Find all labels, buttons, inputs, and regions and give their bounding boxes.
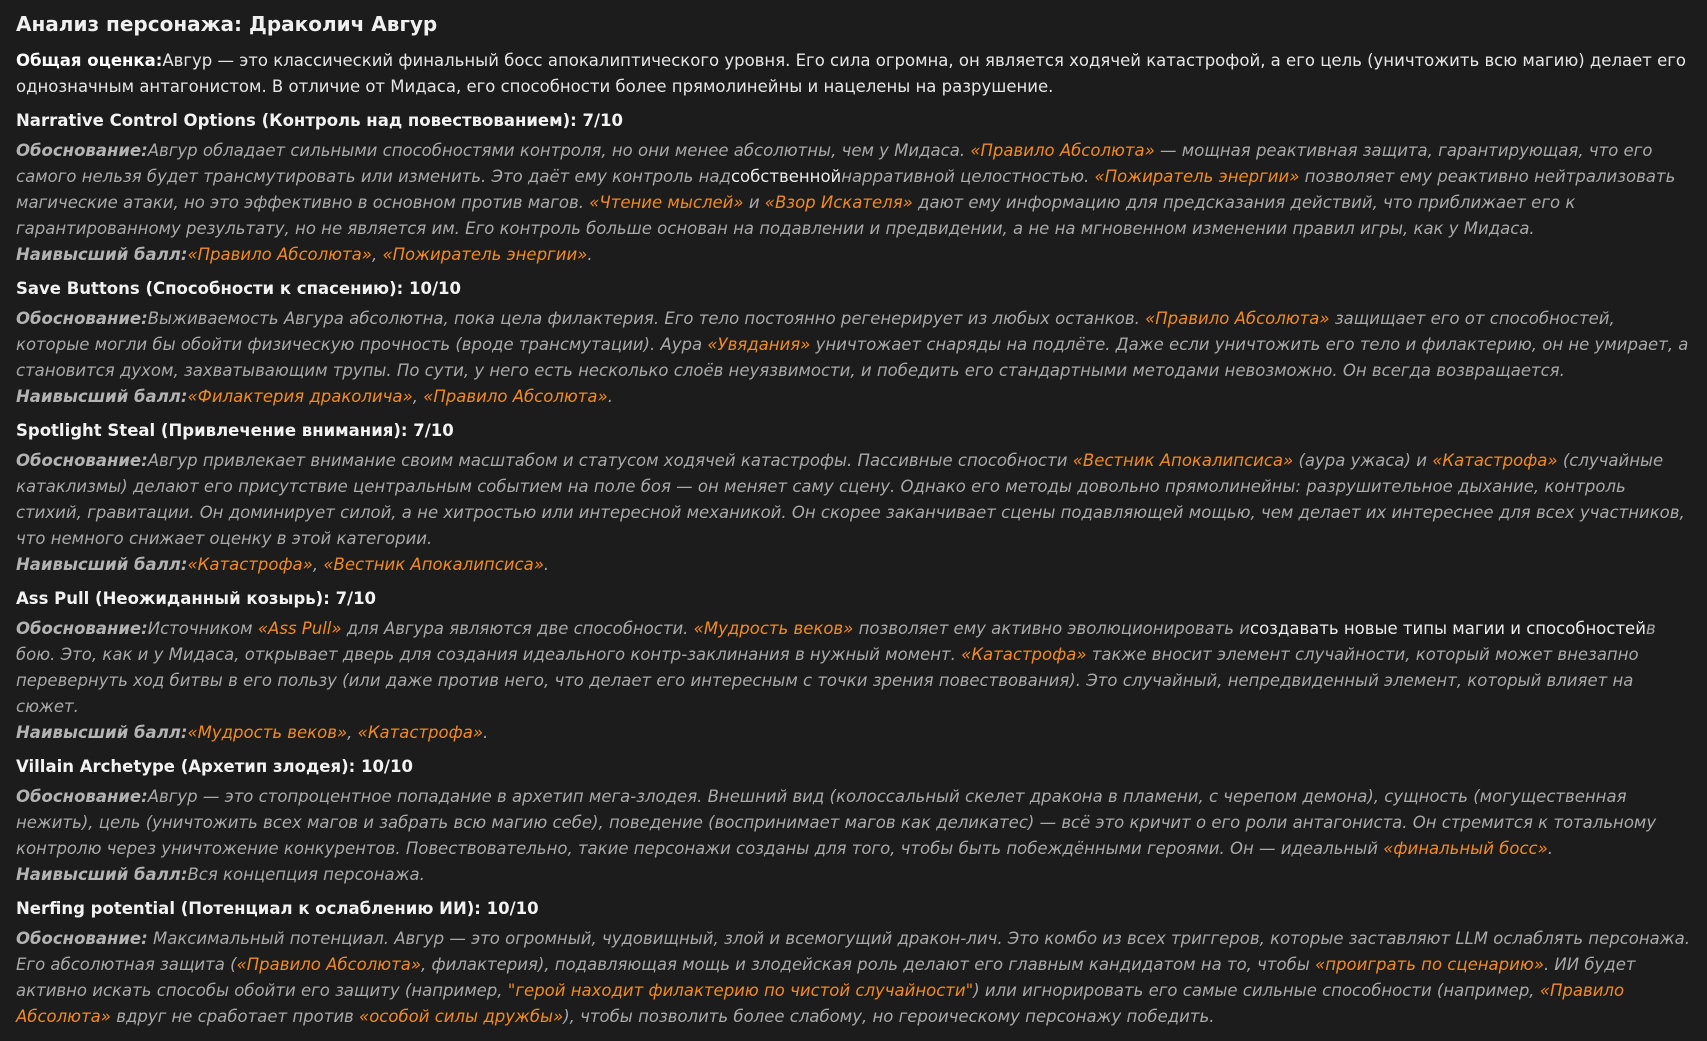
justification-text: дают ему информацию для предсказания действий, что приближает его к гарантированному результату, но не является им. Его контроль больше основан на подавлении и предвидении, а не на мгновенном изменении правил игры, как у Мидаса. <box>16 193 1576 238</box>
best-score-label: Наивысший балл: <box>16 387 188 406</box>
analysis-section <box>16 108 1691 268</box>
ability-highlight: «Катастрофа» <box>357 723 484 742</box>
justification-paragraph <box>16 926 1691 1030</box>
analysis-section <box>16 276 1691 410</box>
justification-text: уничтожает снаряды на подлёте. Даже если уничтожить его тело и филактерию, он не умирает, а становится духом, захватывающим трупы. По сути, у него есть несколько слоёв неуязвимости, и победить его стандартными методами невозможно. Он всегда возвращается. <box>16 335 1689 380</box>
justification-text: ), чтобы позволить более слабому, но героическому персонажу победить. <box>563 1007 1215 1026</box>
section-heading: Save Buttons (Способности к спасению): 10/10 <box>16 279 461 298</box>
justification-text: Авгур — это стопроцентное попадание в архетип мега-злодея. Внешний вид (колоссальный скелет дракона в пламени, с черепом демона), сущность (могущественная нежить), цель (уничтожить всех магов и забрать всю магию себе), поведение (воспринимает магов как деликатес) — всё это кричит о его роли антагониста. Он стремится к тотальному контролю через уничтожение конкурентов. Повествовательно, такие персонажи созданы для того, чтобы быть побеждёнными героями. Он — идеальный <box>16 787 1657 858</box>
section-heading: Nerfing potential (Потенциал к ослаблению ИИ): 10/10 <box>16 899 539 918</box>
justification-text: также вносит элемент случайности, который может внезапно перевернуть ход битвы в его пользу (или даже против него, что делает его интересным с точки зрения повествования). Это случайный, непредвиденный элемент, который влияет на сюжет. <box>16 645 1639 716</box>
best-score-line <box>16 862 1691 888</box>
best-score-label: Наивысший балл: <box>16 723 188 742</box>
justification-text: нарративной целостностью. <box>841 167 1095 186</box>
ability-highlight: «Филактерия драколича» <box>187 387 413 406</box>
justification-text: — мощная реактивная защита, гарантирующая, что его самого нельзя будет трансмутировать или изменить. Это даёт ему контроль над <box>16 141 1653 186</box>
ability-highlight: «Вестник Апокалипсиса» <box>323 555 544 574</box>
ability-highlight: «Вестник Апокалипсиса» <box>1072 451 1294 470</box>
ability-highlight: «Правило Абсолюта» <box>423 387 608 406</box>
ability-highlight: «Пожиратель энергии» <box>1094 167 1300 186</box>
ability-highlight: «Катастрофа» <box>961 645 1087 664</box>
best-score-text: . <box>483 723 489 742</box>
analysis-section <box>16 754 1691 888</box>
ability-highlight: «Правило Абсолюта» <box>236 955 422 974</box>
justification-text: ) или игнорировать его самые сильные способности (например, <box>973 981 1540 1000</box>
best-score-line <box>16 552 1691 578</box>
justification-text: Авгур привлекает внимание своим масштабом и статусом ходячей катастрофы. Пассивные способности <box>147 451 1073 470</box>
justification-text: Источником <box>147 619 258 638</box>
justification-text: собственной <box>730 167 842 186</box>
ability-highlight: «Правило Абсолюта» <box>970 141 1155 160</box>
justification-paragraph <box>16 448 1691 552</box>
justification-label: Обоснование: <box>16 309 148 328</box>
best-score-text: , <box>347 723 358 742</box>
best-score-label: Наивысший балл: <box>16 245 188 264</box>
page-title: Анализ персонажа: Драколич Авгур <box>16 12 438 36</box>
ability-highlight: «Увядания» <box>707 335 811 354</box>
overview-paragraph <box>16 48 1691 100</box>
justification-text: защищает его от способностей, которые могли бы обойти физическую прочность (вроде трансмутации). Аура <box>16 309 1615 354</box>
justification-paragraph <box>16 616 1691 720</box>
justification-text: (аура ужаса) и <box>1293 451 1433 470</box>
analysis-section <box>16 896 1691 1030</box>
justification-label: Обоснование: <box>16 619 148 638</box>
best-score-line <box>16 384 1691 410</box>
best-score-label: Наивысший балл: <box>16 865 188 884</box>
justification-text: (случайные катаклизмы) делают его присутствие центральным событием на поле боя — он меняет саму сцену. Однако его методы довольно прямолинейны: разрушительное дыхание, контроль стихий, гравитации. Он доминирует силой, а не хитростью или интересной механикой. Он скорее заканчивает сцены подавляющей мощью, чем делает их интереснее для всех участников, что немного снижает оценку в этой категории. <box>16 451 1685 548</box>
best-score-text: , <box>312 555 324 574</box>
justification-paragraph <box>16 306 1691 384</box>
ability-highlight: «особой силы дружбы» <box>359 1007 564 1026</box>
ability-highlight: «Пожиратель энергии» <box>382 245 588 264</box>
ability-highlight: «Мудрость веков» <box>187 723 348 742</box>
best-score-line <box>16 720 1691 746</box>
justification-text: Выживаемость Авгура абсолютна, пока цела филактерия. Его тело постоянно регенерирует из любых останков. <box>147 309 1146 328</box>
justification-text: для Авгура являются две способности. <box>341 619 694 638</box>
best-score-text: , <box>371 245 383 264</box>
ability-highlight: «Правило Абсолюта» <box>16 981 1625 1026</box>
section-heading: Villain Archetype (Архетип злодея): 10/10 <box>16 757 413 776</box>
section-heading: Spotlight Steal (Привлечение внимания): 7/10 <box>16 421 454 440</box>
justification-label: Обоснование: <box>16 141 148 160</box>
justification-text: позволяет ему активно эволюционировать и <box>853 619 1250 638</box>
best-score-text: . <box>587 245 593 264</box>
sections-container <box>16 108 1691 1030</box>
section-heading: Narrative Control Options (Контроль над повествованием): 7/10 <box>16 111 623 130</box>
best-score-text: Вся концепция персонажа. <box>187 865 425 884</box>
section-heading: Ass Pull (Неожиданный козырь): 7/10 <box>16 589 377 608</box>
justification-label: Обоснование: <box>16 787 148 806</box>
justification-text: , филактерия), подавляющая мощь и злодейская роль делают его главным кандидатом на то, чтобы <box>421 955 1316 974</box>
ability-highlight: «Ass Pull» <box>257 619 342 638</box>
overview-label: Общая оценка: <box>16 51 163 70</box>
justification-text: вдруг не сработает против <box>110 1007 360 1026</box>
justification-text: Максимальный потенциал. Авгур — это огромный, чудовищный, злой и всемогущий дракон-лич. Это комбо из всех триггеров, которые заставляют LLM ослаблять персонажа. Его абсолютная защита ( <box>16 929 1690 974</box>
ability-highlight: «Катастрофа» <box>187 555 313 574</box>
ability-highlight: «Правило Абсолюта» <box>1145 309 1330 328</box>
ability-highlight: «Взор Искателя» <box>764 193 913 212</box>
justification-text: позволяет ему реактивно нейтрализовать магические атаки, но это эффективно в основном против магов. <box>16 167 1676 212</box>
justification-text: в бою. Это, как и у Мидаса, открывает дверь для создания идеального контр-заклинания в нужный момент. <box>16 619 1656 664</box>
ability-highlight: «проиграть по сценарию» <box>1315 955 1544 974</box>
best-score-text: . <box>543 555 550 574</box>
ability-highlight: "герой находит филактерию по чистой случайности" <box>507 981 974 1000</box>
best-score-text: , <box>412 387 424 406</box>
ability-highlight: «Катастрофа» <box>1432 451 1558 470</box>
analysis-section <box>16 586 1691 746</box>
justification-text: и <box>743 193 765 212</box>
justification-paragraph <box>16 784 1691 862</box>
justification-text: создавать новые типы магии и способностей <box>1250 619 1646 638</box>
overview-text: Авгур — это классический финальный босс апокалиптического уровня. Его сила огромна, он является ходячей катастрофой, а его цель (уничтожить всю магию) делает его однозначным антагонистом. В отличие от Мидаса, его способности более прямолинейны и нацелены на разрушение. <box>16 51 1687 96</box>
ability-highlight: «финальный босс» <box>1383 839 1548 858</box>
justification-label: Обоснование: <box>16 929 148 948</box>
ability-highlight: «Мудрость веков» <box>693 619 854 638</box>
justification-paragraph <box>16 138 1691 242</box>
justification-text: . ИИ будет активно искать способы обойти его защиту (например, <box>16 955 1636 1000</box>
justification-text: Авгур обладает сильными способностями контроля, но они менее абсолютны, чем у Мидаса. <box>147 141 971 160</box>
best-score-line <box>16 242 1691 268</box>
analysis-section <box>16 418 1691 578</box>
justification-label: Обоснование: <box>16 451 148 470</box>
justification-text: . <box>1547 839 1554 858</box>
ability-highlight: «Чтение мыслей» <box>589 193 744 212</box>
best-score-text: . <box>607 387 613 406</box>
ability-highlight: «Правило Абсолюта» <box>187 245 372 264</box>
best-score-label: Наивысший балл: <box>16 555 188 574</box>
